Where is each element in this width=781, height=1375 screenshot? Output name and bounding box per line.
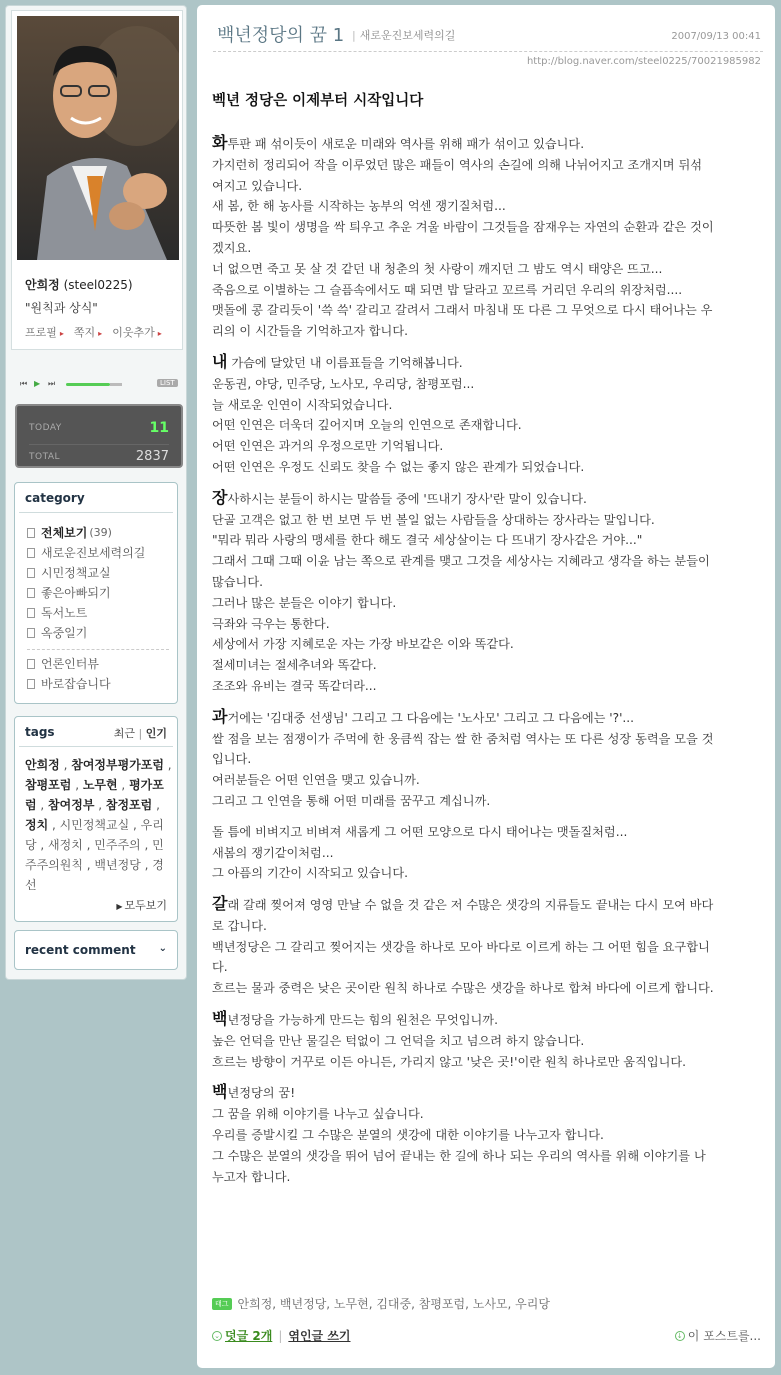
document-icon [27, 588, 35, 598]
category-item[interactable] [27, 654, 169, 674]
footer-separator: | [278, 1328, 283, 1343]
recent-comment-header [15, 931, 177, 957]
document-icon [27, 659, 35, 669]
today-count: 11 [149, 420, 169, 436]
next-icon[interactable]: ⏭ [48, 379, 56, 388]
post-line: 그래서 그때 그때 이윤 남는 쪽으로 관계를 맺고 그것을 세상사는 지혜라고 생각을 하는 분들이 [212, 554, 710, 569]
post-line: 화투판 패 섞이듯이 새로운 미래와 역사를 위해 패가 섞이고 있습니다. [212, 133, 585, 152]
post-paragraph [212, 352, 762, 478]
post-title[interactable]: 백년정당의 꿈 1 [217, 25, 345, 46]
tag-link[interactable]: 평가포럼 [25, 778, 164, 812]
post-line: 겠지요. [212, 240, 252, 255]
tags-header [19, 717, 173, 747]
post-line: 백년정당의 꿈! [212, 1082, 296, 1102]
tag-sort-recent[interactable]: 최근 [113, 727, 136, 740]
post-line: 여러분들은 어떤 인연을 맺고 있습니까. [212, 773, 420, 788]
post-line: 새봄의 쟁기같이처럼... [212, 845, 334, 860]
post-paragraph [212, 1009, 762, 1072]
category-separator: | [352, 29, 356, 42]
tag-link[interactable]: 우리당 [25, 818, 164, 852]
volume-slider-rest [110, 383, 122, 386]
document-icon [27, 568, 35, 578]
profile-box [11, 10, 183, 350]
tags-title: tags [25, 725, 55, 739]
post-paragraph [212, 707, 762, 812]
tag-link[interactable]: 노무현 [82, 778, 118, 792]
post-line: 갈래 갈래 찢어져 영영 만날 수 없을 것 같은 저 수많은 샛강의 지류들도 끝내는 다시 모여 바다 [212, 894, 714, 914]
tag-separator: , [117, 778, 130, 792]
post-url[interactable]: http://blog.naver.com/steel0225/70021985982 [526, 56, 761, 67]
post-line: 높은 언덕을 만난 물길은 턱없이 그 언덕을 치고 넘으려 하지 않습니다. [212, 1033, 585, 1048]
tag-separator: , [140, 858, 153, 872]
post-line: 그러나 많은 분들은 이야기 합니다. [212, 595, 397, 610]
post-line: 늘 새로운 인연이 시작되었습니다. [212, 397, 393, 412]
post-line: 가지런히 정리되어 작을 이루었던 많은 패들이 역사의 손길에 의해 나뉘어지고 조개지며 뒤섞 [212, 157, 702, 172]
post-footer-right[interactable] [675, 1327, 761, 1344]
play-icon[interactable]: ▶ [34, 379, 41, 388]
drop-cap: 화 [212, 133, 228, 152]
category-label: 언론인터뷰 [41, 657, 99, 671]
category-item[interactable] [27, 523, 169, 543]
total-row [29, 444, 169, 464]
today-label: TODAY [29, 423, 62, 433]
post-line: 그 아픔의 기간이 시작되고 있습니다. [212, 866, 408, 881]
tag-link[interactable]: 시민정책교실 [59, 818, 130, 832]
category-item[interactable] [27, 603, 169, 623]
drop-cap: 갈 [212, 894, 228, 914]
volume-slider[interactable] [66, 383, 110, 386]
post-tags [212, 1295, 550, 1312]
drop-cap: 백 [212, 1082, 228, 1102]
tag-separator: , [152, 798, 160, 812]
tag-link[interactable]: 민주주의원칙 [25, 838, 164, 872]
post-line: 흐르는 물과 중력은 낮은 곳이란 원칙 하나로 수많은 샛강을 하나로 합쳐 바다에 이르게 합니다. [212, 981, 714, 996]
comments-link[interactable]: 덧글 2개 [225, 1329, 273, 1343]
post-line: 백년정당을 가능하게 만드는 힘의 원천은 무엇입니까. [212, 1009, 498, 1029]
document-icon [27, 608, 35, 618]
arrow-right-icon: ▸ [98, 329, 103, 338]
post-category [352, 27, 455, 43]
category-label: 새로운진보세력의길 [41, 546, 146, 560]
trackback-link[interactable]: 엮인글 쓰기 [288, 1329, 351, 1343]
triangle-right-icon: ▶ [116, 902, 123, 911]
tag-link[interactable]: 참여정부 [48, 798, 95, 812]
tag-sort [114, 725, 167, 746]
tag-separator: , [71, 778, 83, 792]
category-list [27, 523, 169, 694]
message-link-label: 쪽지 [73, 326, 96, 339]
category-item[interactable] [27, 583, 169, 603]
category-box [14, 482, 178, 704]
music-player [20, 376, 180, 392]
tag-separator: , [163, 758, 172, 772]
post-footer [212, 1327, 761, 1344]
category-item[interactable] [27, 623, 169, 643]
post-line: 흐르는 방향이 거꾸로 이든 아니든, 가리지 않고 '낮은 곳!'이란 원칙 하나로만 움직입니다. [212, 1054, 687, 1069]
chevron-down-icon: ⌄ [212, 1331, 222, 1341]
tag-separator: , [140, 838, 153, 852]
category-divider [27, 649, 169, 650]
post-paragraph [212, 894, 762, 999]
post-body [212, 91, 762, 1187]
category-item[interactable] [27, 543, 169, 563]
post-line: 너 없으면 죽고 못 살 것 같던 내 청춘의 첫 사랑이 깨지던 그 밤도 역시 태양은 뜨고... [212, 261, 663, 276]
post-line: 쌀 점을 보는 점쟁이가 주먹에 한 웅큼씩 잡는 쌀 한 줌처럼 역사는 또 다른 성장 동력을 모을 것 [212, 731, 714, 746]
post-line: 새 봄, 한 해 농사를 시작하는 농부의 억센 쟁기질처럼... [212, 199, 506, 214]
drop-cap: 과 [212, 706, 228, 726]
document-icon [27, 548, 35, 558]
document-icon [27, 528, 35, 538]
tag-link[interactable]: 백년정당 [94, 858, 141, 872]
drop-cap: 장 [212, 487, 228, 507]
tag-separator: , [59, 758, 72, 772]
tag-badge-icon: 태그 [212, 1298, 232, 1310]
message-link[interactable] [74, 324, 102, 340]
post-divider [213, 51, 763, 52]
post-line: 장사하시는 분들이 하시는 말씀들 중에 '뜨내기 장사'란 말이 있습니다. [212, 487, 587, 507]
chevron-down-icon: ⌄ [158, 943, 167, 954]
category-label: 좋은아빠되기 [41, 586, 111, 600]
post-line: 다. [212, 960, 228, 975]
category-title: category [19, 483, 173, 513]
tag-separator: , [48, 818, 60, 832]
prev-icon[interactable]: ⏮ [20, 379, 28, 388]
post-paragraphs [212, 133, 762, 1187]
category-item[interactable] [27, 563, 169, 583]
post-line: 어떤 인연은 더욱더 깊어지며 오늘의 인연으로 존재합니다. [212, 418, 522, 433]
post-tag-list[interactable]: 안희정, 백년정당, 노무현, 김대중, 참평포럼, 노사모, 우리당 [237, 1297, 550, 1311]
tag-separator: , [82, 858, 95, 872]
tags-more-link[interactable] [116, 897, 167, 913]
tags-box [14, 716, 178, 922]
post-line: 맷돌에 콩 갈리듯이 '쓱 쓱' 갈리고 갈려서 그래서 마침내 또 다른 그 무엇으로 다시 태어나는 우 [212, 303, 713, 318]
drop-cap: 내 [212, 351, 228, 371]
tag-separator: , [94, 798, 106, 812]
post-line: 돌 틈에 비벼지고 비벼져 새롭게 그 어떤 모양으로 다시 태어나는 맷돌질처럼... [212, 824, 628, 839]
post-line: 어떤 인연은 과거의 우정으로만 기억됩니다. [212, 439, 444, 454]
post-line: 그리고 그 인연을 통해 어떤 미래를 꿈꾸고 계십니까. [212, 793, 491, 808]
post-paragraph [212, 133, 762, 342]
post-line: 그 수많은 분열의 샛강을 뛰어 넘어 끝내는 한 길에 하나 되는 우리의 역사를 위해 이야기를 나 [212, 1148, 706, 1163]
total-count: 2837 [135, 449, 169, 464]
recent-comment-box[interactable] [14, 930, 178, 970]
drop-cap: 백 [212, 1009, 228, 1029]
document-icon [27, 679, 35, 689]
document-icon [27, 628, 35, 638]
category-count: (39) [89, 526, 112, 539]
arrow-right-icon: ▸ [59, 329, 64, 338]
post-line: 과거에는 '김대중 선생님' 그리고 그 다음에는 '노사모' 그리고 그 다음에는 '?'... [212, 706, 635, 726]
post-line: 입니다. [212, 752, 252, 767]
post-line: 백년정당은 그 갈리고 찢어지는 샛강을 하나로 모아 바다로 이르게 하는 그 어떤 힘을 요구합니 [212, 939, 710, 954]
tag-link[interactable]: 참평포럼 [25, 778, 72, 792]
visitor-counter [15, 404, 183, 468]
post-line: 단골 고객은 없고 한 번 보면 두 번 볼일 없는 사람들을 상대하는 장사라는 말입니다. [212, 512, 655, 527]
post-line: 로 갑니다. [212, 918, 267, 933]
category-label: 시민정책교실 [41, 566, 111, 580]
post-container [197, 5, 775, 1368]
tag-link[interactable]: 정치 [25, 818, 49, 832]
post-line: 우리를 증발시킬 그 수많은 분열의 샛강에 대한 이야기를 나누고자 합니다. [212, 1128, 604, 1143]
profile-name [25, 276, 133, 293]
left-sidebar [5, 5, 187, 980]
profile-name-text: 안희정 [25, 278, 60, 292]
tag-separator: , [36, 798, 49, 812]
tag-cloud [25, 755, 173, 895]
profile-link-label: 프로필 [25, 326, 57, 339]
post-action-label: 이 포스트를... [687, 1329, 761, 1343]
recent-comment-title: recent comment [25, 943, 136, 957]
post-line: 누고자 합니다. [212, 1169, 291, 1184]
add-neighbor-link[interactable] [112, 324, 162, 340]
tag-link[interactable]: 민주주의 [94, 838, 141, 852]
post-line: 조조와 유비는 결국 똑같더라... [212, 678, 377, 693]
category-label: 바로잡습니다 [41, 677, 111, 691]
tag-link[interactable]: 참정포럼 [105, 798, 153, 812]
tag-separator: , [129, 818, 141, 832]
post-line: 그 꿈을 위해 이야기를 나누고 싶습니다. [212, 1107, 424, 1122]
tag-sort-separator: | [138, 727, 143, 740]
post-line: 절세미녀는 절세추녀와 똑같다. [212, 658, 377, 673]
tag-separator: , [82, 838, 95, 852]
tag-sort-popular[interactable]: 인기 [145, 727, 167, 740]
post-paragraph [212, 1082, 762, 1187]
post-line: 운동권, 야당, 민주당, 노사모, 우리당, 참평포럼... [212, 376, 475, 391]
post-line: 어떤 인연은 우정도 신뢰도 찾을 수 없는 좋지 않은 관계가 되었습니다. [212, 459, 585, 474]
category-label: 독서노트 [41, 606, 88, 620]
post-line: "뭐라 뭐라 사랑의 맹세를 한다 해도 결국 세상살이는 다 뜨내기 장사같은 거야..." [212, 533, 643, 548]
download-icon: ↓ [675, 1331, 685, 1341]
profile-id: (steel0225) [63, 278, 133, 292]
post-date: 2007/09/13 00:41 [671, 31, 761, 42]
playlist-button[interactable]: LIST [157, 379, 178, 387]
profile-motto: "원칙과 상식" [25, 301, 98, 315]
tags-more-label: 모두보기 [124, 899, 167, 912]
post-line: 많습니다. [212, 574, 263, 589]
tag-link[interactable]: 안희정 [25, 758, 60, 772]
post-line: 죽음으로 이별하는 그 슬픔속에서도 때 되면 밥 달라고 꼬르륵 거리던 우리의 위장처럼.... [212, 282, 683, 297]
post-line: 따뜻한 봄 빛이 생명을 싹 틔우고 추운 겨울 바람이 그것들을 잠재우는 자연의 순환과 같은 것이 [212, 220, 714, 235]
tag-link[interactable]: 참여정부평가포럼 [71, 758, 164, 772]
post-footer-left [212, 1327, 351, 1344]
post-category-link[interactable]: 새로운진보세력의길 [359, 29, 456, 42]
post-line: 리의 이 시간들을 기억하고자 합니다. [212, 324, 408, 339]
tag-separator: , [36, 838, 49, 852]
post-paragraph [212, 822, 762, 884]
post-line: 극좌와 극우는 통한다. [212, 616, 330, 631]
post-paragraph [212, 488, 762, 697]
add-neighbor-label: 이웃추가 [112, 326, 155, 339]
post-line: 여지고 있습니다. [212, 178, 303, 193]
post-line: 세상에서 가장 지혜로운 자는 가장 바보같은 이와 똑같다. [212, 637, 514, 652]
tag-link[interactable]: 새정치 [48, 838, 83, 852]
profile-link[interactable] [25, 324, 64, 340]
today-row [29, 420, 169, 436]
profile-photo [17, 16, 179, 260]
category-item[interactable] [27, 674, 169, 694]
arrow-right-icon: ▸ [157, 329, 162, 338]
profile-links [25, 324, 162, 340]
tag-link[interactable]: 경선 [25, 858, 164, 892]
category-label: 전체보기 [41, 526, 88, 540]
post-headline: 벡년 정당은 이제부터 시작입니다 [212, 93, 424, 109]
total-label: TOTAL [29, 451, 61, 462]
category-label: 옥중일기 [41, 626, 88, 640]
post-line: 내 가슴에 달았던 내 이름표들을 기억해봅니다. [212, 351, 463, 371]
